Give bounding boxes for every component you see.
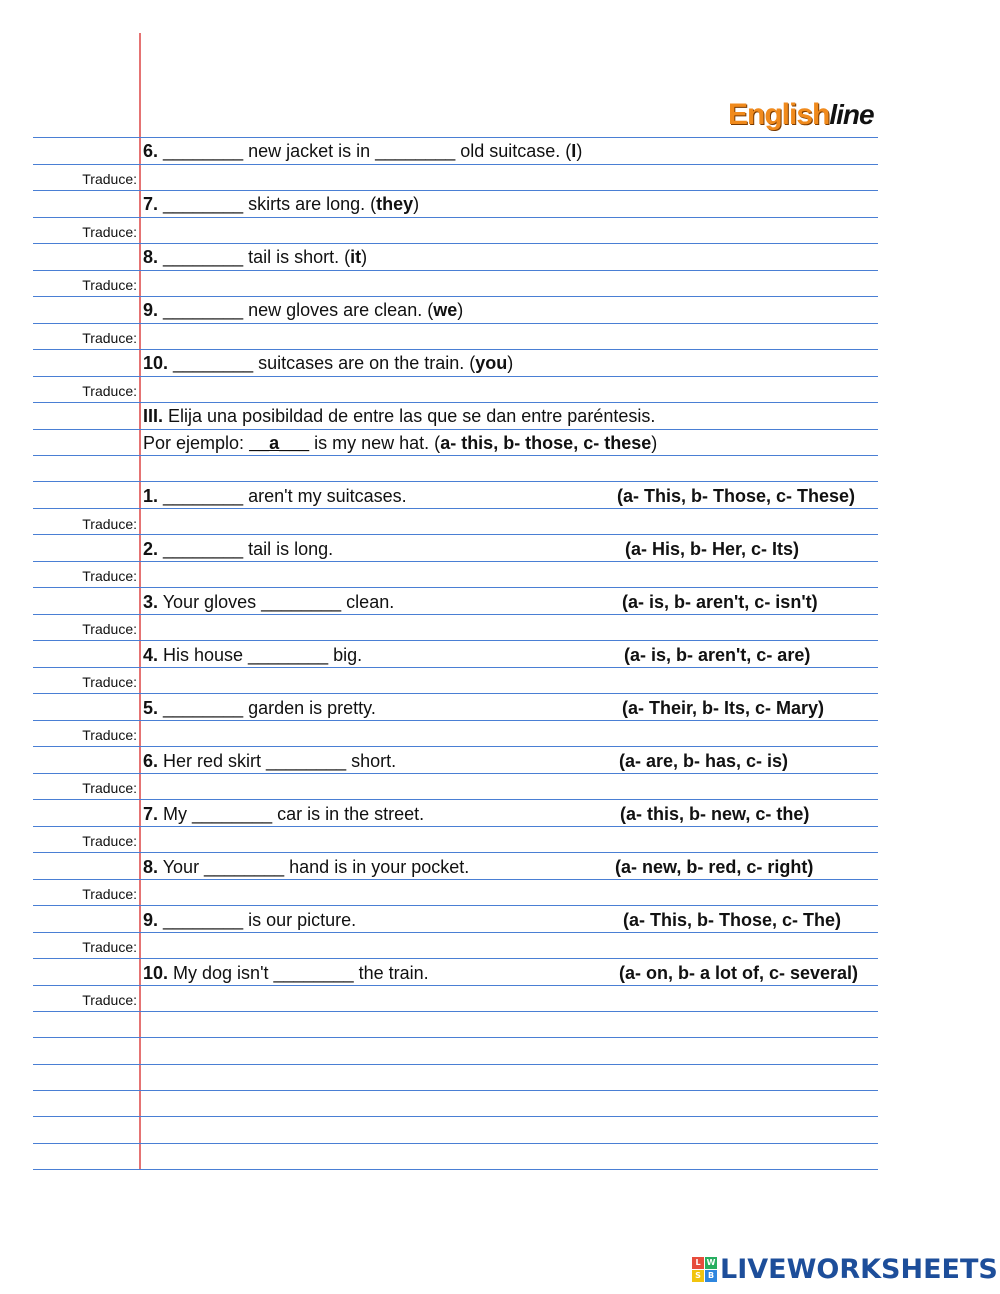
rule-line — [33, 799, 878, 800]
rule-line — [33, 270, 878, 271]
liveworksheets-wordmark: LIVEWORKSHEETS — [720, 1253, 998, 1285]
rule-line — [33, 1011, 878, 1012]
choice-exercise-5: 5. ________ garden is pretty. (a- Their, b- Its, c- Mary) — [143, 695, 878, 721]
rule-line — [33, 323, 878, 324]
choice-exercise-9: 9. ________ is our picture. (a- This, b- Those, c- The) — [143, 907, 878, 933]
options: (a- new, b- red, c- right) — [615, 857, 814, 877]
section-3-example: Por ejemplo: __a___ is my new hat. (a- this, b- those, c- these) — [143, 433, 658, 453]
liveworksheets-logo-icon: L W S B — [692, 1257, 717, 1282]
rule-line — [33, 534, 878, 535]
exercise-10: 10. ________ suitcases are on the train. (you) — [143, 353, 514, 373]
rule-line — [33, 1169, 878, 1170]
options: (a- this, b- new, c- the) — [620, 804, 810, 824]
exercise-7: 7. ________ skirts are long. (they) — [143, 194, 420, 214]
options: (a- are, b- has, c- is) — [619, 751, 789, 771]
exercise-6: 6. ________ new jacket is in ________ old suitcase. (I) — [143, 141, 583, 161]
traduce-label: Traduce: — [82, 780, 137, 796]
choice-exercise-4: 4. His house ________ big. (a- is, b- aren't, c- are) — [143, 642, 878, 668]
rule-line — [33, 746, 878, 747]
traduce-label: Traduce: — [82, 516, 137, 532]
choice-exercise-2: 2. ________ tail is long. (a- His, b- Her, c- Its) — [143, 536, 878, 562]
traduce-label: Traduce: — [82, 939, 137, 955]
traduce-label: Traduce: — [82, 224, 137, 240]
traduce-label: Traduce: — [82, 568, 137, 584]
liveworksheets-brand — [692, 1253, 998, 1285]
options: (a- Their, b- Its, c- Mary) — [622, 698, 825, 718]
section-3-heading: III. Elija una posibildad de entre las que se dan entre paréntesis. — [143, 406, 656, 426]
rule-line — [33, 164, 878, 165]
traduce-label: Traduce: — [82, 383, 137, 399]
traduce-label: Traduce: — [82, 621, 137, 637]
choice-exercise-3: 3. Your gloves ________ clean. (a- is, b- aren't, c- isn't) — [143, 589, 878, 615]
traduce-label: Traduce: — [82, 992, 137, 1008]
rule-line — [33, 905, 878, 906]
englishline-logo — [728, 98, 874, 138]
options: (a- on, b- a lot of, c- several) — [619, 963, 859, 983]
options: (a- is, b- aren't, c- are) — [624, 645, 811, 665]
choice-exercise-8: 8. Your ________ hand is in your pocket. (a- new, b- red, c- right) — [143, 854, 878, 880]
logo-line-text: line — [829, 99, 874, 130]
rule-line — [33, 376, 878, 377]
rule-line — [33, 640, 878, 641]
rule-line — [33, 1143, 878, 1144]
rule-line — [33, 1090, 878, 1091]
options: (a- His, b- Her, c- Its) — [625, 539, 800, 559]
rule-line — [33, 1064, 878, 1065]
rule-line — [33, 958, 878, 959]
options: (a- This, b- Those, c- These) — [617, 486, 856, 506]
notebook-margin-line — [139, 33, 141, 1170]
choice-exercise-1: 1. ________ aren't my suitcases. (a- This, b- Those, c- These) — [143, 483, 878, 509]
traduce-label: Traduce: — [82, 886, 137, 902]
traduce-label: Traduce: — [82, 727, 137, 743]
rule-line — [33, 852, 878, 853]
rule-line — [33, 1116, 878, 1117]
rule-line — [33, 481, 878, 482]
traduce-label: Traduce: — [82, 833, 137, 849]
choice-exercise-7: 7. My ________ car is in the street. (a- this, b- new, c- the) — [143, 801, 878, 827]
rule-line — [33, 217, 878, 218]
traduce-label: Traduce: — [82, 330, 137, 346]
traduce-label: Traduce: — [82, 277, 137, 293]
exercise-8: 8. ________ tail is short. (it) — [143, 247, 368, 267]
exercise-9: 9. ________ new gloves are clean. (we) — [143, 300, 464, 320]
rule-line — [33, 587, 878, 588]
options: (a- is, b- aren't, c- isn't) — [622, 592, 818, 612]
options: (a- This, b- Those, c- The) — [623, 910, 842, 930]
choice-exercise-6: 6. Her red skirt ________ short. (a- are, b- has, c- is) — [143, 748, 878, 774]
traduce-label: Traduce: — [82, 171, 137, 187]
choice-exercise-10: 10. My dog isn't ________ the train. (a- on, b- a lot of, c- several) — [143, 960, 878, 986]
rule-line — [33, 693, 878, 694]
traduce-label: Traduce: — [82, 674, 137, 690]
logo-english-text: English — [728, 98, 830, 131]
rule-line — [33, 1037, 878, 1038]
